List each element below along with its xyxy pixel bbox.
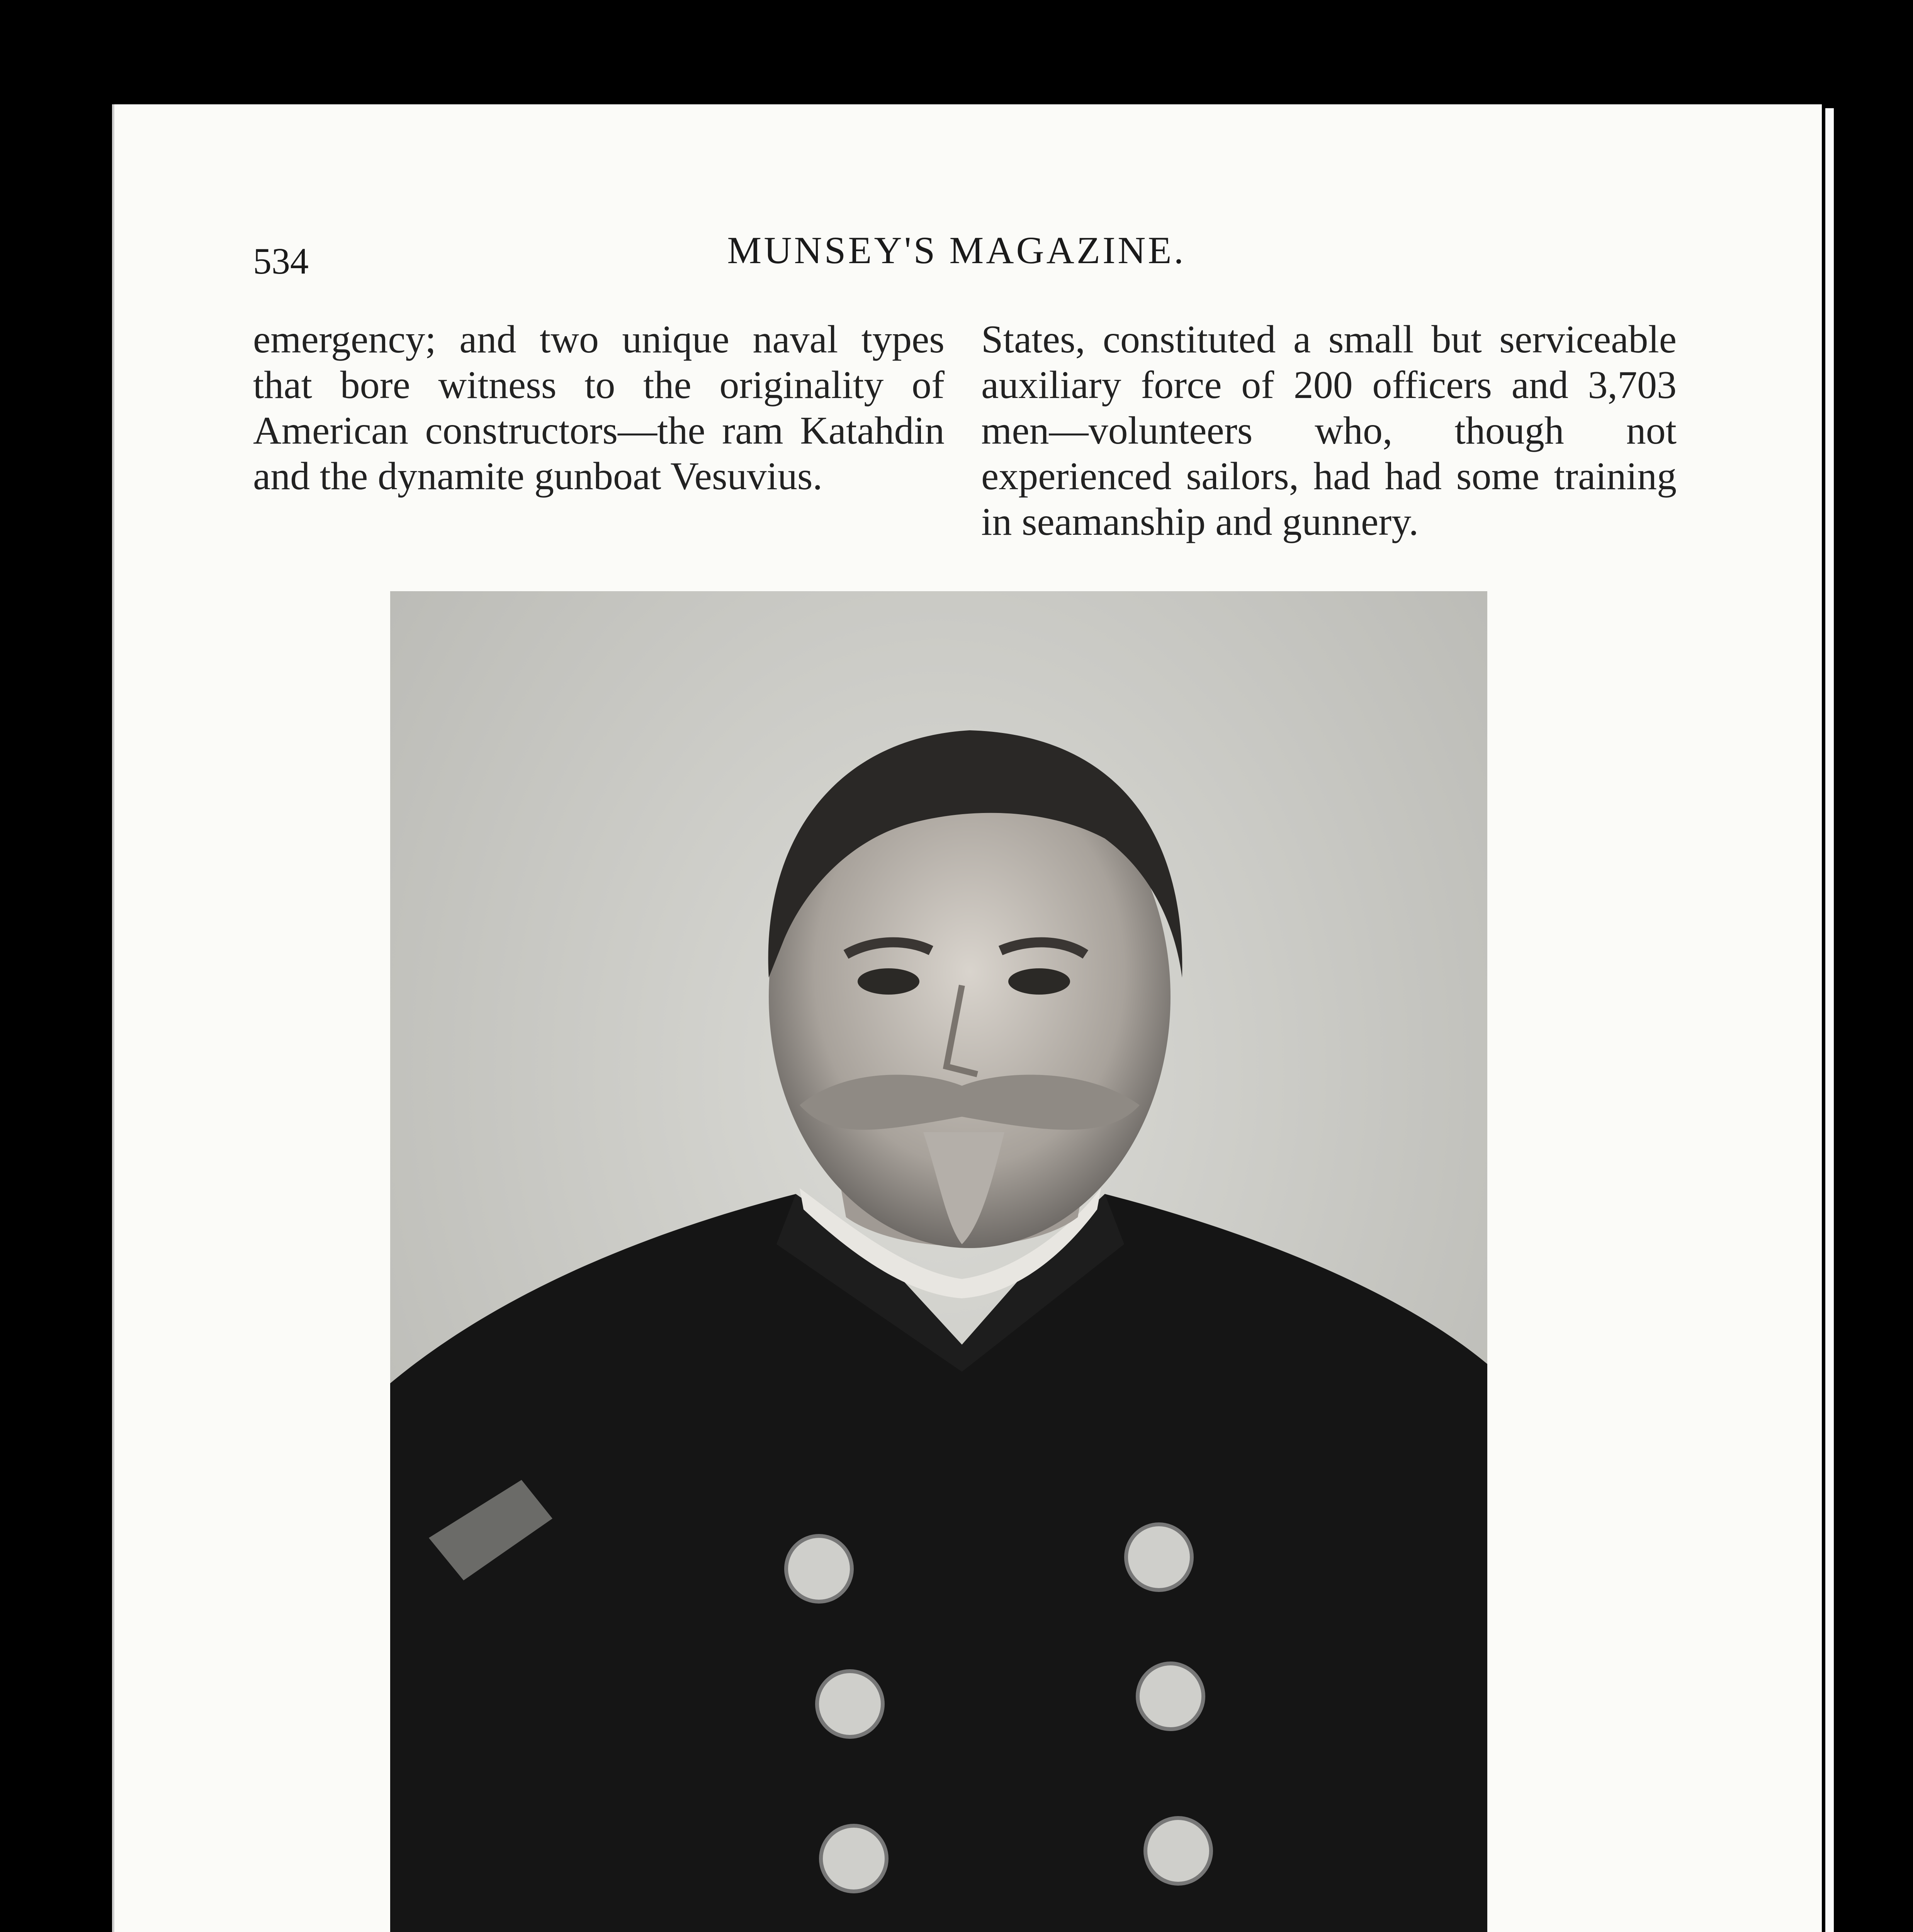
top-right-text: States, constituted a small but serviceable auxiliary force of 200 officers and 3,703 men—volunteers who, though not experienced sailors, had had some training in seamanship and gunnery.	[981, 318, 1677, 544]
top-left-column	[253, 317, 945, 499]
page-number: 534	[253, 240, 309, 282]
portrait-photograph	[390, 591, 1487, 1932]
portrait-illustration	[390, 591, 1487, 1932]
top-right-column	[981, 317, 1677, 545]
scan-border	[1834, 116, 1913, 1932]
running-title: MUNSEY'S MAGAZINE.	[727, 229, 1186, 272]
top-left-text: emergency; and two unique naval types that bore witness to the originality of American constructors—the ram Katahdin and the dynamite gunboat Vesuvius.	[253, 318, 945, 498]
facing-page-edge	[1825, 108, 1834, 1932]
